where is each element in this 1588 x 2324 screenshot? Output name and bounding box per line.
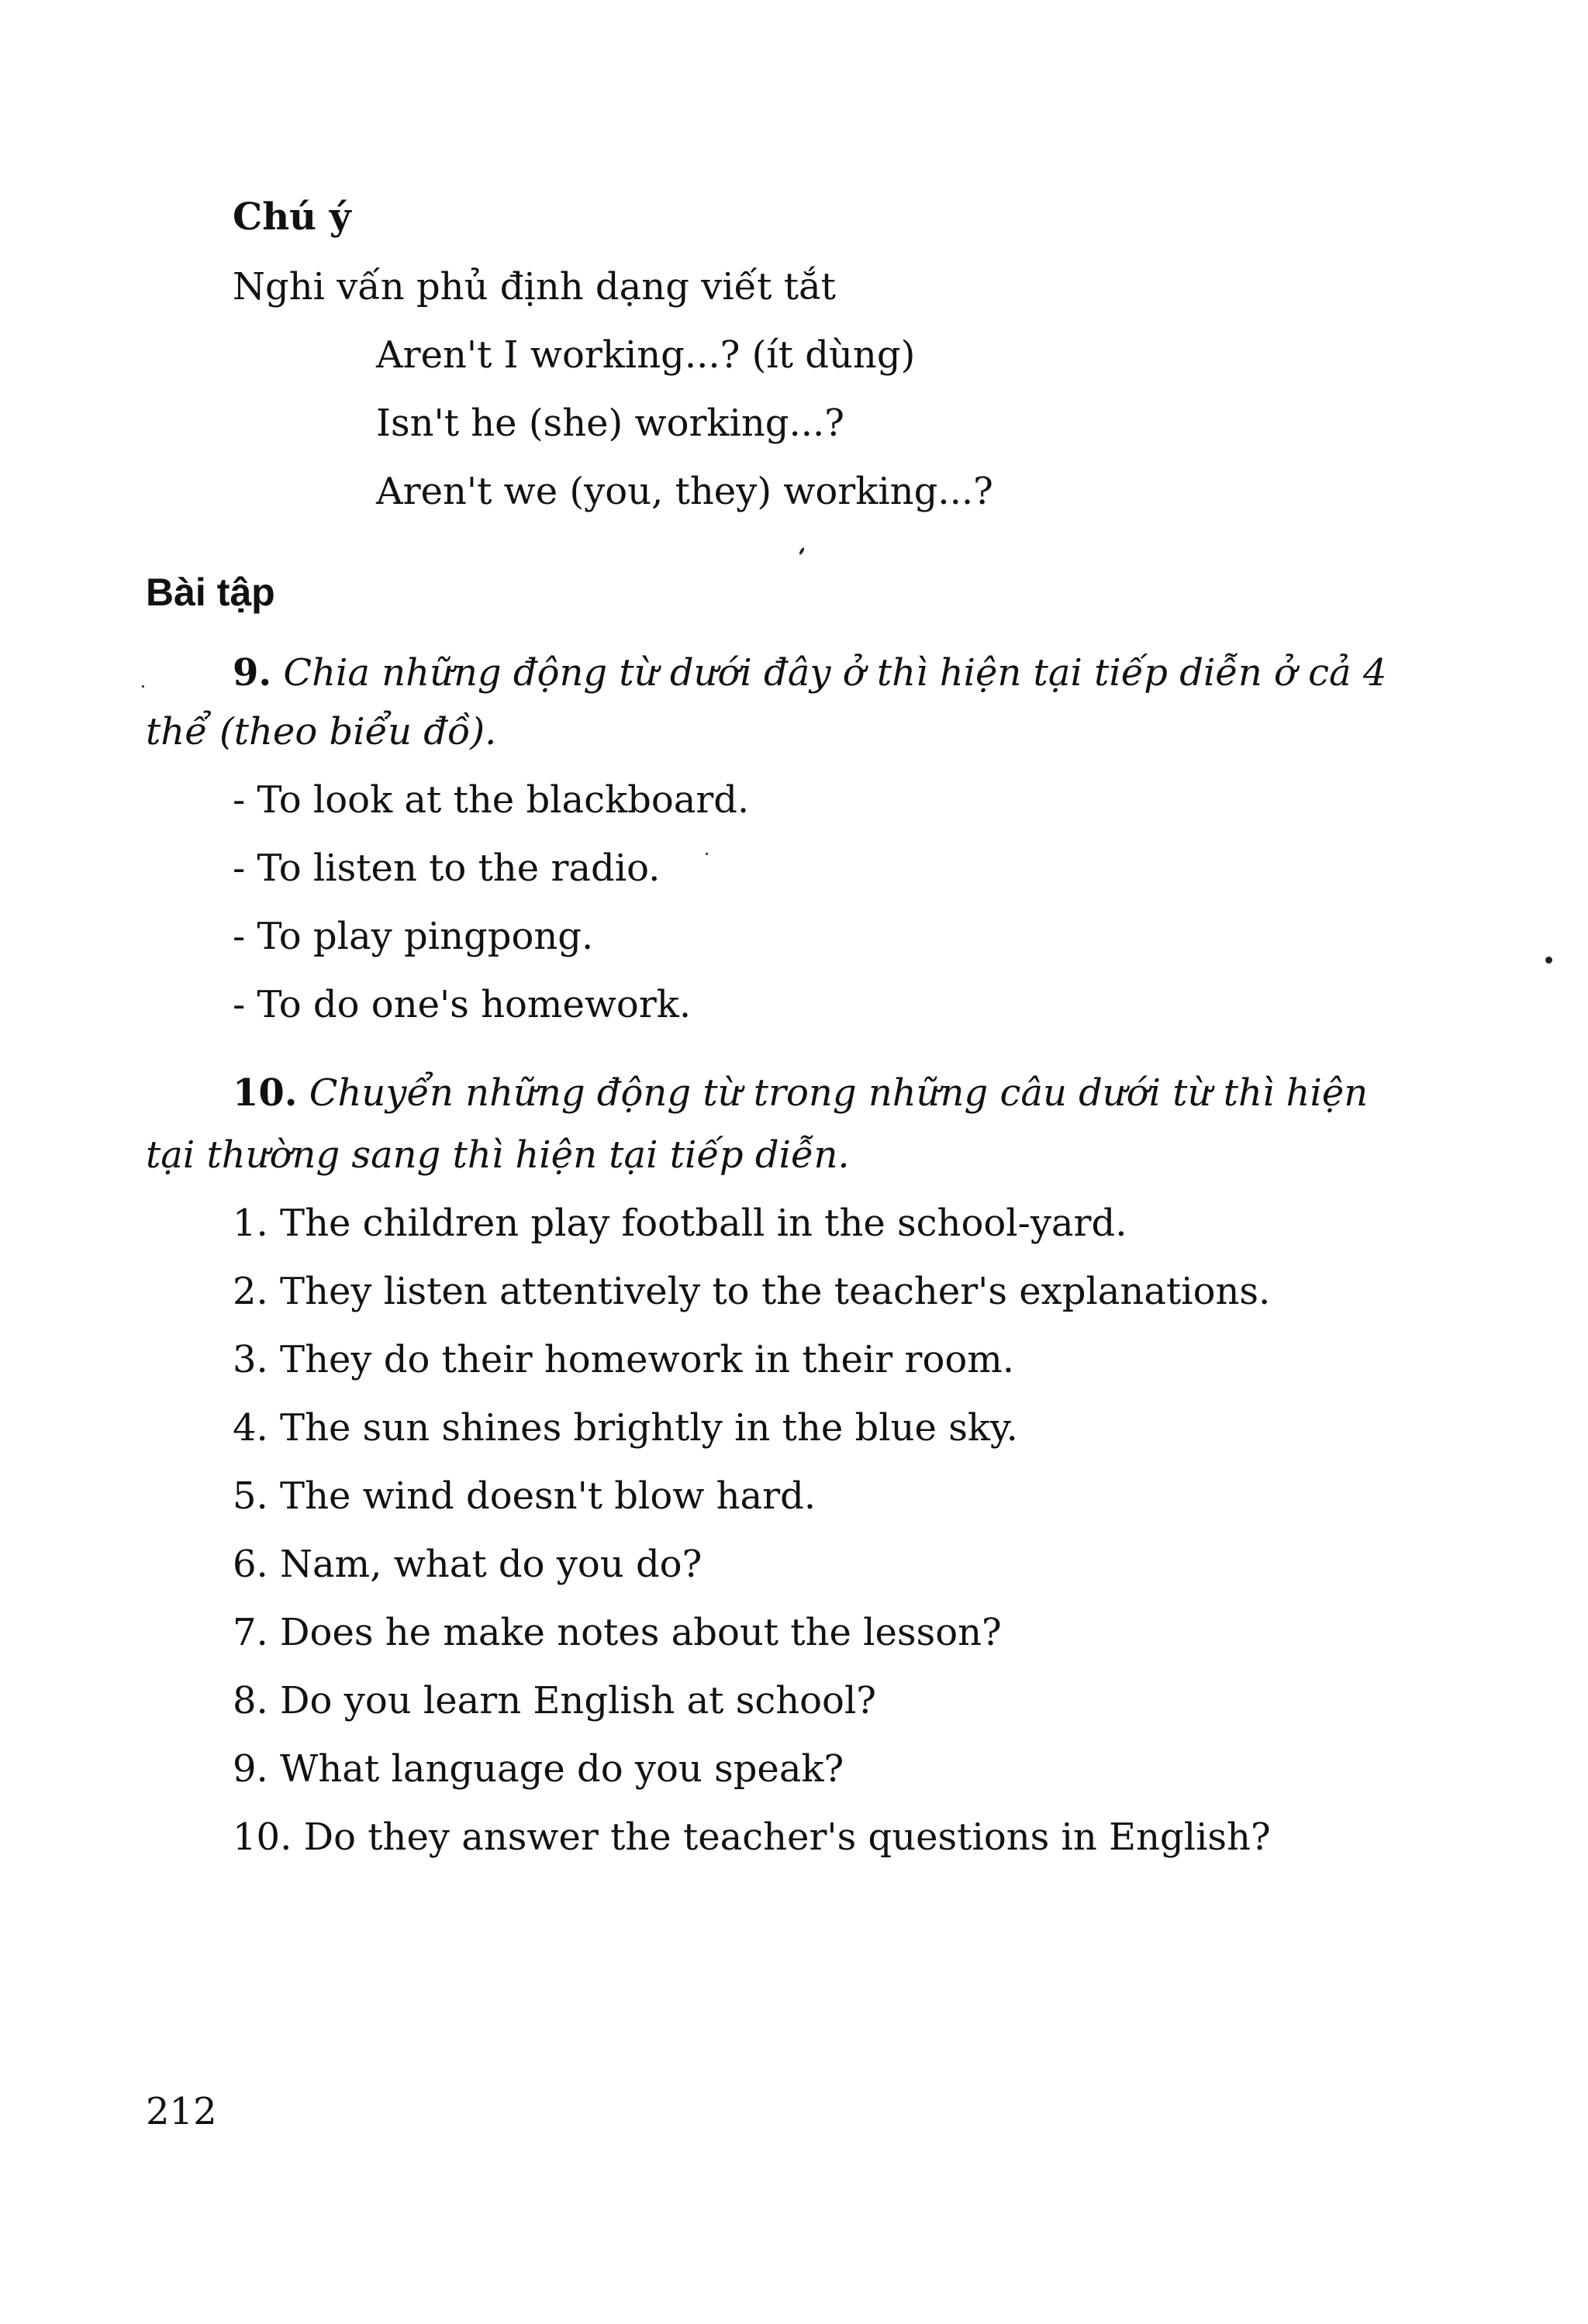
exercise10-sentence: 5. The wind doesn't blow hard. (233, 1474, 816, 1518)
exercise10-sentence: 1. The children play football in the school-yard. (233, 1202, 1127, 1245)
exercise10-instruction-line2: tại thường sang thì hiện tại tiếp diễn. (146, 1133, 850, 1177)
exercise10-sentence: 2. They listen attentively to the teacher's explanations. (233, 1270, 1271, 1313)
exercise9-item: - To play pingpong. (233, 915, 594, 958)
note-example: Aren't I working...? (ít dùng) (376, 333, 916, 377)
exercise10-sentence: 8. Do you learn English at school? (233, 1679, 877, 1722)
exercise9-number: 9. (233, 651, 272, 695)
page-number: 212 (146, 2090, 217, 2133)
exercise10-sentence: 9. What language do you speak? (233, 1747, 844, 1791)
exercise9-item: - To look at the blackboard. (233, 778, 750, 822)
exercise9-item: - To listen to the radio. (233, 847, 661, 890)
exercise10-instruction (233, 1070, 1368, 1116)
scan-speck (706, 853, 708, 855)
scan-speck (1545, 957, 1552, 964)
exercise9-instruction-line2: thể (theo biểu đồ). (146, 710, 497, 753)
note-example: Isn't he (she) working...? (376, 402, 845, 445)
exercise10-sentence: 7. Does he make notes about the lesson? (233, 1611, 1002, 1654)
exercise10-sentence: 4. The sun shines brightly in the blue sky. (233, 1406, 1018, 1450)
note-intro: Nghi vấn phủ định dạng viết tắt (233, 265, 836, 309)
exercise10-number: 10. (233, 1071, 298, 1115)
exercise9-instruction (233, 650, 1386, 696)
exercise10-sentence: 6. Nam, what do you do? (233, 1543, 703, 1586)
note-heading: Chú ý (233, 195, 351, 239)
exercise-section-heading: Bài tập (146, 571, 275, 614)
note-example: Aren't we (you, they) working...? (376, 470, 993, 513)
exercise10-instruction-line1: Chuyển những động từ trong những câu dưới từ thì hiện (309, 1071, 1369, 1115)
exercise10-sentence: 3. They do their homework in their room. (233, 1338, 1015, 1381)
scan-speck (799, 547, 805, 556)
exercise10-sentence: 10. Do they answer the teacher's questions in English? (233, 1815, 1271, 1859)
exercise9-item: - To do one's homework. (233, 983, 692, 1026)
scan-speck (142, 685, 144, 688)
exercise9-instruction-line1: Chia những động từ dưới đây ở thì hiện tại tiếp diễn ở cả 4 (283, 651, 1387, 695)
